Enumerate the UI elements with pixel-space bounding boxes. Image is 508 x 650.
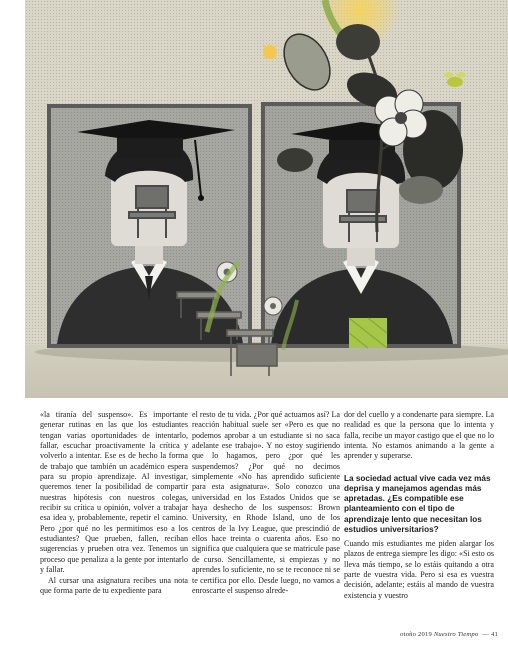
paragraph: Al cursar una asignatura recibes una nota que forma parte de tu expediente para <box>40 575 188 595</box>
page-footer <box>400 631 498 638</box>
leaf-icon <box>277 148 313 172</box>
leaf-icon <box>399 176 443 204</box>
paragraph: «la tiranía del suspenso». Es importante generar rutinas en las que los estudiantes tengan varias oportunidades de intentarlo, fallar, escuchar proactivamente la crítica y volverlo a intentar. Ese es de hecho la forma de trabajo que también un académico espera para su propio aprendizaje. Al investigar, queremos tener la posibilidad de compartir nuestras hipótesis con nuestros colegas, recibir su crítica u opinión, volver a trabajar esa idea y, probablemente, repetir el camino. Pero ¿por qué no les permitimos eso a los estudiantes? Que prueben, fallen, reciban sugerencias y prueben otra vez. Tenemos un proceso que penaliza a la gente por intentarlo y fallar. <box>40 410 188 575</box>
page-separator: — <box>482 631 489 638</box>
issue-date: otoño 2019 <box>400 631 432 638</box>
magazine-name: Nuestro Tiempo <box>433 631 479 638</box>
interview-question: La sociedad actual vive cada vez más deprisa y manejamos agendas más apretadas. ¿Es compatible ese planteamiento con el tipo de aprendizaje lento que necesitan los estudios universitarios? <box>344 473 491 534</box>
article-column-3 <box>344 410 494 601</box>
paragraph: el resto de tu vida. ¿Por qué actuamos así? La reacción habitual suele ser «Pero es que no podemos aprobar a un estudiante si no saca adelante ese trabajo». Y no estoy sugiriendo que lo hagamos, pero ¿por qué les suspendemos? ¿Por qué no decimos simplemente «No has aprendido suficiente para esta asignatura». Solo conozco una universidad en los Estados Unidos que se haya deshecho de los suspensos: Brown University, en Rhode Island, uno de los centros de la Ivy League, que prescindió de ellos hace treinta o cuarenta años. Eso no significa que cualquiera que se matricule pase de curso. Sencillamente, si empiezas y no aprendes lo suficiente, no se te reconoce ni se te certifica por ello. Desde luego, no vamos a enroscarte el suspenso alrede- <box>192 410 340 595</box>
paragraph: dor del cuello y a condenarte para siempre. La realidad es que la persona que lo intenta y falla, recibe un mayor castigo que el que no lo intenta. No estamos animando a la gente a aprender y superarse. <box>344 410 494 461</box>
article-column-2 <box>192 410 340 596</box>
leaf-icon <box>336 24 380 60</box>
page-number: 41 <box>491 631 498 638</box>
article-column-1 <box>40 410 188 596</box>
paragraph: Cuando mis estudiantes me piden alargar los plazos de entrega siempre les digo: «Si esto os lleva más tiempo, se lo estáis quitando a otra parte de vuestra vida. Pero si esa es vuestra decisión, adelante; estáis al mando de vuestra existencia y vuestro <box>344 538 494 600</box>
graduation-illustration <box>25 0 508 398</box>
